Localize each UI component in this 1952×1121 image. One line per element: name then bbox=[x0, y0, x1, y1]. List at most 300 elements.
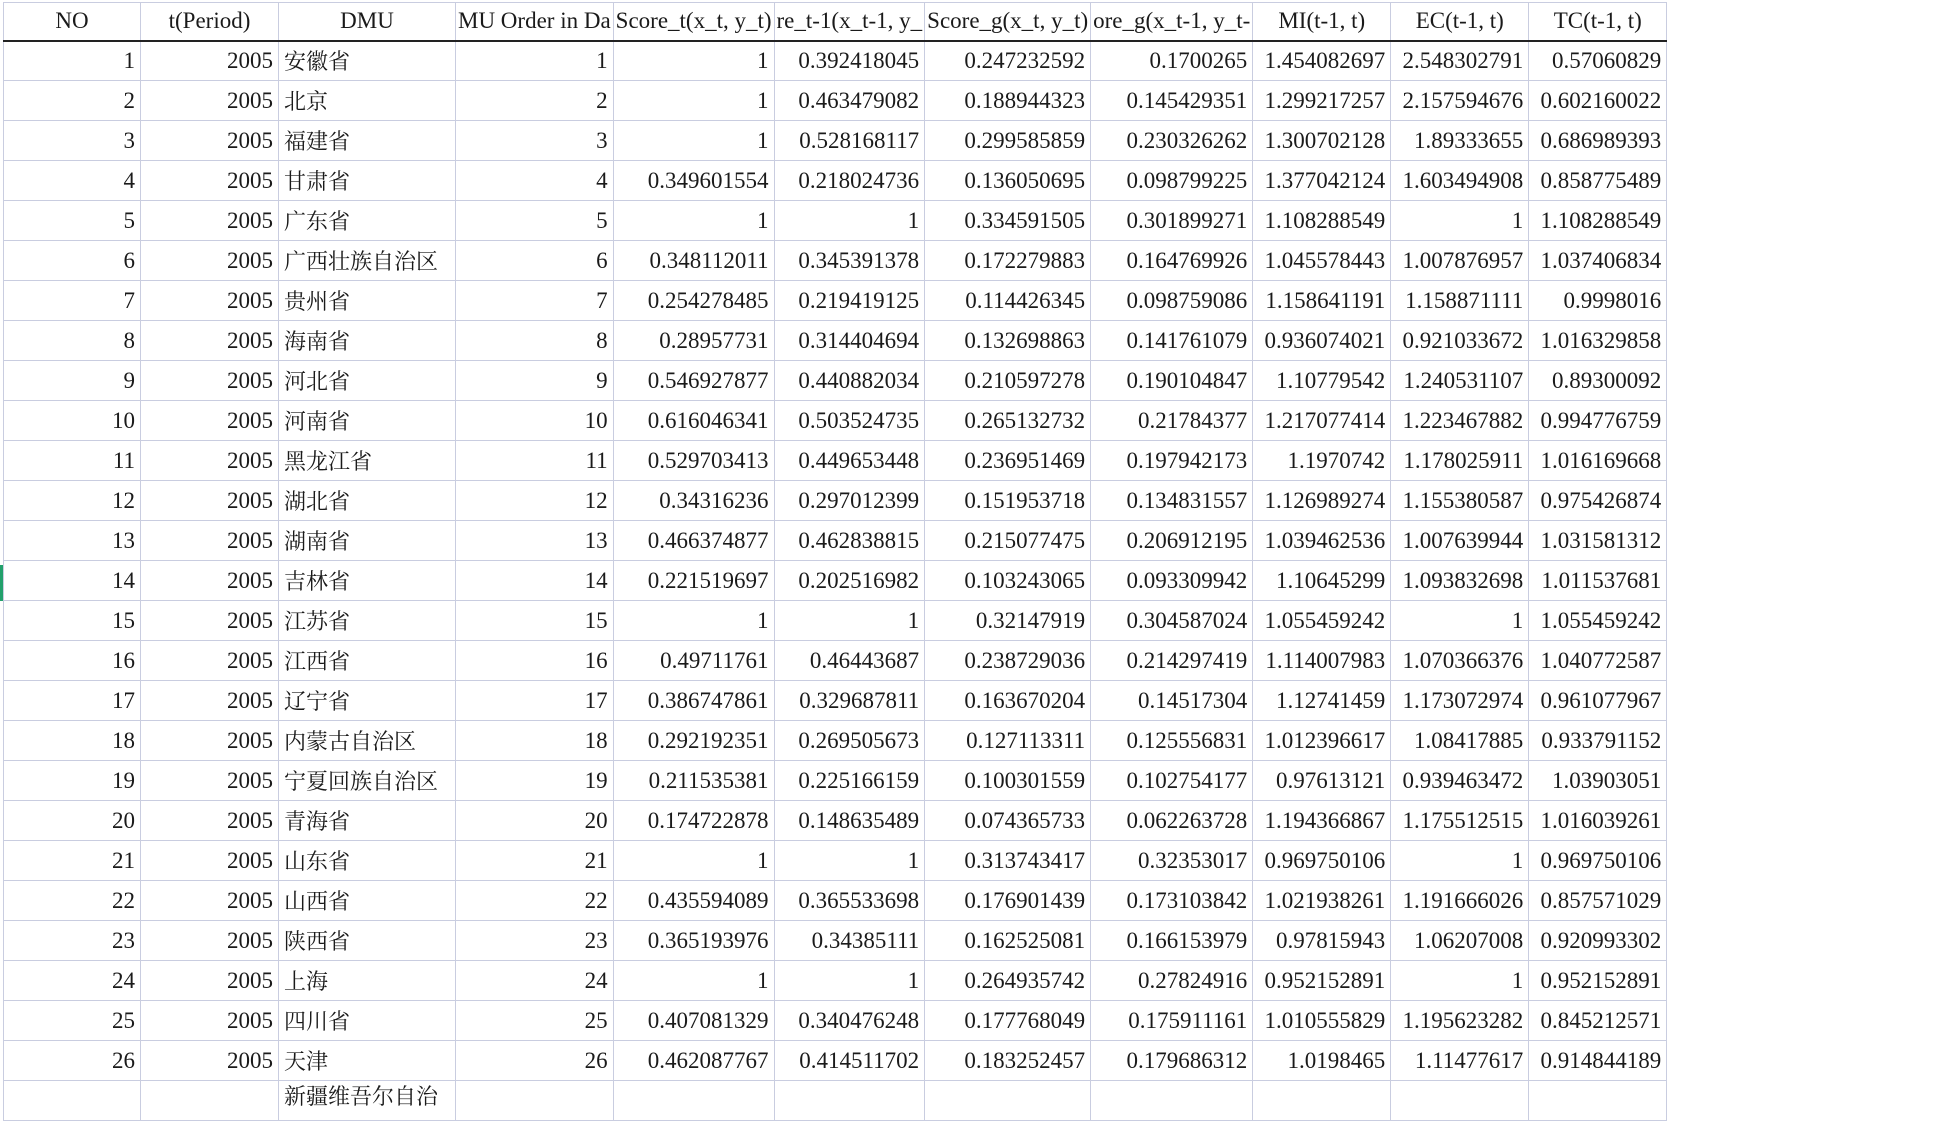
cell-dmu-order[interactable]: 21 bbox=[456, 841, 614, 881]
cell-no[interactable]: 12 bbox=[4, 481, 141, 521]
cell-dmu[interactable]: 内蒙古自治区 bbox=[279, 721, 456, 761]
cell-no[interactable]: 18 bbox=[4, 721, 141, 761]
cell-score-g[interactable]: 0.313743417 bbox=[925, 841, 1091, 881]
cell-dmu-order[interactable]: 7 bbox=[456, 281, 614, 321]
column-header-tc[interactable]: TC(t-1, t) bbox=[1529, 3, 1667, 41]
cell-no[interactable]: 19 bbox=[4, 761, 141, 801]
cell-no[interactable]: 14 bbox=[4, 561, 141, 601]
cell-tc[interactable]: 0.994776759 bbox=[1529, 401, 1667, 441]
cell-dmu-order[interactable]: 26 bbox=[456, 1041, 614, 1081]
cell-dmu[interactable]: 陕西省 bbox=[279, 921, 456, 961]
cell-ec[interactable] bbox=[1391, 1081, 1529, 1121]
cell-score-t-1[interactable]: 0.440882034 bbox=[774, 361, 925, 401]
cell-period[interactable]: 2005 bbox=[141, 281, 279, 321]
cell-tc[interactable]: 0.975426874 bbox=[1529, 481, 1667, 521]
cell-dmu[interactable]: 四川省 bbox=[279, 1001, 456, 1041]
cell-mi[interactable]: 1.010555829 bbox=[1253, 1001, 1391, 1041]
cell-score-t[interactable]: 0.407081329 bbox=[613, 1001, 774, 1041]
cell-score-t[interactable]: 0.349601554 bbox=[613, 161, 774, 201]
cell-tc[interactable]: 0.961077967 bbox=[1529, 681, 1667, 721]
cell-score-t[interactable]: 1 bbox=[613, 121, 774, 161]
cell-dmu-order[interactable]: 12 bbox=[456, 481, 614, 521]
cell-mi[interactable]: 1.126989274 bbox=[1253, 481, 1391, 521]
cell-mi[interactable]: 1.299217257 bbox=[1253, 81, 1391, 121]
column-header-period[interactable]: t(Period) bbox=[141, 3, 279, 41]
cell-tc[interactable]: 1.011537681 bbox=[1529, 561, 1667, 601]
cell-period[interactable]: 2005 bbox=[141, 721, 279, 761]
cell-period[interactable]: 2005 bbox=[141, 1001, 279, 1041]
cell-mi[interactable]: 1.377042124 bbox=[1253, 161, 1391, 201]
cell-score-g[interactable]: 0.32147919 bbox=[925, 601, 1091, 641]
cell-dmu[interactable]: 河北省 bbox=[279, 361, 456, 401]
cell-score-g[interactable]: 0.103243065 bbox=[925, 561, 1091, 601]
cell-score-t[interactable]: 0.34316236 bbox=[613, 481, 774, 521]
cell-ec[interactable]: 1.158871111 bbox=[1391, 281, 1529, 321]
cell-dmu-order[interactable]: 8 bbox=[456, 321, 614, 361]
cell-score-t[interactable]: 1 bbox=[613, 601, 774, 641]
cell-score-t[interactable]: 0.292192351 bbox=[613, 721, 774, 761]
cell-period[interactable]: 2005 bbox=[141, 841, 279, 881]
cell-tc[interactable]: 0.602160022 bbox=[1529, 81, 1667, 121]
cell-period[interactable]: 2005 bbox=[141, 321, 279, 361]
cell-mi[interactable]: 0.97613121 bbox=[1253, 761, 1391, 801]
cell-tc[interactable]: 0.57060829 bbox=[1529, 41, 1667, 81]
cell-score-t-1[interactable]: 0.414511702 bbox=[774, 1041, 925, 1081]
cell-no[interactable]: 4 bbox=[4, 161, 141, 201]
cell-score-g[interactable]: 0.132698863 bbox=[925, 321, 1091, 361]
cell-tc[interactable] bbox=[1529, 1081, 1667, 1121]
cell-mi[interactable]: 1.012396617 bbox=[1253, 721, 1391, 761]
cell-dmu-order[interactable]: 6 bbox=[456, 241, 614, 281]
cell-mi[interactable]: 1.10645299 bbox=[1253, 561, 1391, 601]
cell-no[interactable] bbox=[4, 1081, 141, 1121]
cell-score-t-1[interactable]: 0.340476248 bbox=[774, 1001, 925, 1041]
cell-dmu-order[interactable]: 19 bbox=[456, 761, 614, 801]
cell-ec[interactable]: 1.08417885 bbox=[1391, 721, 1529, 761]
cell-dmu[interactable]: 湖南省 bbox=[279, 521, 456, 561]
cell-tc[interactable]: 1.055459242 bbox=[1529, 601, 1667, 641]
cell-ec[interactable]: 0.921033672 bbox=[1391, 321, 1529, 361]
cell-period[interactable]: 2005 bbox=[141, 241, 279, 281]
cell-mi[interactable]: 1.039462536 bbox=[1253, 521, 1391, 561]
cell-dmu[interactable]: 福建省 bbox=[279, 121, 456, 161]
cell-period[interactable]: 2005 bbox=[141, 1041, 279, 1081]
cell-score-t-1[interactable]: 0.392418045 bbox=[774, 41, 925, 81]
cell-mi[interactable]: 0.97815943 bbox=[1253, 921, 1391, 961]
cell-no[interactable]: 25 bbox=[4, 1001, 141, 1041]
cell-no[interactable]: 24 bbox=[4, 961, 141, 1001]
cell-ec[interactable]: 1.178025911 bbox=[1391, 441, 1529, 481]
cell-ec[interactable]: 1 bbox=[1391, 201, 1529, 241]
cell-score-t-1[interactable] bbox=[774, 1081, 925, 1121]
cell-no[interactable]: 6 bbox=[4, 241, 141, 281]
cell-mi[interactable]: 0.952152891 bbox=[1253, 961, 1391, 1001]
cell-score-t[interactable]: 1 bbox=[613, 961, 774, 1001]
cell-score-g[interactable]: 0.136050695 bbox=[925, 161, 1091, 201]
cell-score-t[interactable]: 1 bbox=[613, 841, 774, 881]
cell-period[interactable]: 2005 bbox=[141, 921, 279, 961]
cell-dmu-order[interactable]: 9 bbox=[456, 361, 614, 401]
cell-period[interactable]: 2005 bbox=[141, 81, 279, 121]
cell-ec[interactable]: 1 bbox=[1391, 961, 1529, 1001]
cell-mi[interactable]: 1.454082697 bbox=[1253, 41, 1391, 81]
cell-no[interactable]: 15 bbox=[4, 601, 141, 641]
cell-score-g-prev[interactable]: 0.098759086 bbox=[1091, 281, 1253, 321]
cell-score-t[interactable]: 1 bbox=[613, 201, 774, 241]
cell-score-t[interactable]: 0.616046341 bbox=[613, 401, 774, 441]
cell-ec[interactable]: 1.89333655 bbox=[1391, 121, 1529, 161]
cell-score-t[interactable]: 1 bbox=[613, 41, 774, 81]
cell-mi[interactable]: 0.936074021 bbox=[1253, 321, 1391, 361]
column-header-ec[interactable]: EC(t-1, t) bbox=[1391, 3, 1529, 41]
cell-score-t-1[interactable]: 0.269505673 bbox=[774, 721, 925, 761]
cell-score-g-prev[interactable]: 0.062263728 bbox=[1091, 801, 1253, 841]
cell-mi[interactable]: 1.114007983 bbox=[1253, 641, 1391, 681]
cell-period[interactable]: 2005 bbox=[141, 361, 279, 401]
cell-score-g[interactable] bbox=[925, 1081, 1091, 1121]
cell-dmu[interactable]: 安徽省 bbox=[279, 41, 456, 81]
cell-score-g-prev[interactable]: 0.102754177 bbox=[1091, 761, 1253, 801]
cell-dmu-order[interactable]: 23 bbox=[456, 921, 614, 961]
cell-dmu[interactable]: 山东省 bbox=[279, 841, 456, 881]
cell-score-g-prev[interactable]: 0.175911161 bbox=[1091, 1001, 1253, 1041]
cell-tc[interactable]: 0.9998016 bbox=[1529, 281, 1667, 321]
cell-score-g-prev[interactable]: 0.301899271 bbox=[1091, 201, 1253, 241]
cell-score-g-prev[interactable]: 0.145429351 bbox=[1091, 81, 1253, 121]
cell-score-t-1[interactable]: 0.46443687 bbox=[774, 641, 925, 681]
cell-score-g-prev[interactable] bbox=[1091, 1081, 1253, 1121]
cell-period[interactable]: 2005 bbox=[141, 961, 279, 1001]
cell-score-g[interactable]: 0.172279883 bbox=[925, 241, 1091, 281]
cell-score-t[interactable]: 0.435594089 bbox=[613, 881, 774, 921]
cell-dmu-order[interactable]: 16 bbox=[456, 641, 614, 681]
cell-score-t[interactable]: 0.348112011 bbox=[613, 241, 774, 281]
cell-mi[interactable]: 1.021938261 bbox=[1253, 881, 1391, 921]
cell-ec[interactable]: 1.007876957 bbox=[1391, 241, 1529, 281]
cell-dmu[interactable]: 上海 bbox=[279, 961, 456, 1001]
cell-dmu-order[interactable]: 10 bbox=[456, 401, 614, 441]
cell-period[interactable]: 2005 bbox=[141, 561, 279, 601]
cell-ec[interactable]: 1 bbox=[1391, 601, 1529, 641]
cell-score-t[interactable]: 0.365193976 bbox=[613, 921, 774, 961]
cell-dmu-order[interactable]: 13 bbox=[456, 521, 614, 561]
cell-period[interactable]: 2005 bbox=[141, 761, 279, 801]
cell-score-g[interactable]: 0.176901439 bbox=[925, 881, 1091, 921]
cell-score-t-1[interactable]: 0.345391378 bbox=[774, 241, 925, 281]
cell-score-t-1[interactable]: 0.202516982 bbox=[774, 561, 925, 601]
cell-score-g[interactable]: 0.238729036 bbox=[925, 641, 1091, 681]
cell-score-g-prev[interactable]: 0.134831557 bbox=[1091, 481, 1253, 521]
cell-period[interactable]: 2005 bbox=[141, 401, 279, 441]
column-header-mi[interactable]: MI(t-1, t) bbox=[1253, 3, 1391, 41]
cell-dmu-order[interactable]: 2 bbox=[456, 81, 614, 121]
cell-mi[interactable]: 1.045578443 bbox=[1253, 241, 1391, 281]
cell-ec[interactable]: 1 bbox=[1391, 841, 1529, 881]
cell-ec[interactable]: 1.06207008 bbox=[1391, 921, 1529, 961]
cell-ec[interactable]: 1.195623282 bbox=[1391, 1001, 1529, 1041]
cell-ec[interactable]: 1.603494908 bbox=[1391, 161, 1529, 201]
cell-tc[interactable]: 0.952152891 bbox=[1529, 961, 1667, 1001]
cell-score-g[interactable]: 0.236951469 bbox=[925, 441, 1091, 481]
cell-tc[interactable]: 0.857571029 bbox=[1529, 881, 1667, 921]
cell-ec[interactable]: 1.070366376 bbox=[1391, 641, 1529, 681]
cell-ec[interactable]: 1.223467882 bbox=[1391, 401, 1529, 441]
cell-dmu[interactable]: 北京 bbox=[279, 81, 456, 121]
cell-score-g-prev[interactable]: 0.179686312 bbox=[1091, 1041, 1253, 1081]
cell-score-g[interactable]: 0.183252457 bbox=[925, 1041, 1091, 1081]
cell-score-t-1[interactable]: 0.314404694 bbox=[774, 321, 925, 361]
cell-period[interactable]: 2005 bbox=[141, 121, 279, 161]
cell-period[interactable]: 2005 bbox=[141, 201, 279, 241]
cell-period[interactable]: 2005 bbox=[141, 481, 279, 521]
column-header-dmu-order[interactable]: MU Order in Da bbox=[456, 3, 614, 41]
cell-score-g-prev[interactable]: 0.32353017 bbox=[1091, 841, 1253, 881]
cell-score-t[interactable]: 0.529703413 bbox=[613, 441, 774, 481]
cell-mi[interactable]: 1.0198465 bbox=[1253, 1041, 1391, 1081]
cell-score-t[interactable]: 0.466374877 bbox=[613, 521, 774, 561]
cell-no[interactable]: 8 bbox=[4, 321, 141, 361]
cell-score-g[interactable]: 0.127113311 bbox=[925, 721, 1091, 761]
cell-score-g[interactable]: 0.265132732 bbox=[925, 401, 1091, 441]
column-header-score-g-prev[interactable]: ore_g(x_t-1, y_t- bbox=[1091, 3, 1253, 41]
cell-tc[interactable]: 1.016169668 bbox=[1529, 441, 1667, 481]
cell-score-g-prev[interactable]: 0.1700265 bbox=[1091, 41, 1253, 81]
cell-mi[interactable]: 1.158641191 bbox=[1253, 281, 1391, 321]
cell-tc[interactable]: 0.858775489 bbox=[1529, 161, 1667, 201]
cell-mi[interactable]: 1.10779542 bbox=[1253, 361, 1391, 401]
cell-dmu[interactable]: 河南省 bbox=[279, 401, 456, 441]
cell-score-t-1[interactable]: 1 bbox=[774, 961, 925, 1001]
cell-score-t-1[interactable]: 0.225166159 bbox=[774, 761, 925, 801]
cell-score-t-1[interactable]: 1 bbox=[774, 841, 925, 881]
cell-score-g-prev[interactable]: 0.230326262 bbox=[1091, 121, 1253, 161]
cell-score-g[interactable]: 0.334591505 bbox=[925, 201, 1091, 241]
column-header-dmu[interactable]: DMU bbox=[279, 3, 456, 41]
cell-score-g-prev[interactable]: 0.206912195 bbox=[1091, 521, 1253, 561]
cell-score-t-1[interactable]: 0.463479082 bbox=[774, 81, 925, 121]
cell-score-g[interactable]: 0.163670204 bbox=[925, 681, 1091, 721]
cell-dmu[interactable]: 江西省 bbox=[279, 641, 456, 681]
cell-score-g[interactable]: 0.210597278 bbox=[925, 361, 1091, 401]
cell-tc[interactable]: 0.933791152 bbox=[1529, 721, 1667, 761]
cell-dmu[interactable]: 青海省 bbox=[279, 801, 456, 841]
cell-no[interactable]: 17 bbox=[4, 681, 141, 721]
cell-dmu[interactable]: 黑龙江省 bbox=[279, 441, 456, 481]
cell-period[interactable]: 2005 bbox=[141, 681, 279, 721]
cell-score-t-1[interactable]: 0.218024736 bbox=[774, 161, 925, 201]
cell-score-g[interactable]: 0.100301559 bbox=[925, 761, 1091, 801]
cell-score-t-1[interactable]: 0.503524735 bbox=[774, 401, 925, 441]
cell-period[interactable]: 2005 bbox=[141, 441, 279, 481]
cell-no[interactable]: 20 bbox=[4, 801, 141, 841]
cell-no[interactable]: 7 bbox=[4, 281, 141, 321]
cell-tc[interactable]: 1.016039261 bbox=[1529, 801, 1667, 841]
column-header-score-g[interactable]: Score_g(x_t, y_t) bbox=[925, 3, 1091, 41]
cell-tc[interactable]: 1.037406834 bbox=[1529, 241, 1667, 281]
cell-score-t[interactable]: 0.174722878 bbox=[613, 801, 774, 841]
column-header-no[interactable]: NO bbox=[4, 3, 141, 41]
cell-score-t-1[interactable]: 0.329687811 bbox=[774, 681, 925, 721]
cell-dmu[interactable]: 广东省 bbox=[279, 201, 456, 241]
cell-score-t[interactable]: 0.28957731 bbox=[613, 321, 774, 361]
cell-score-t[interactable]: 0.254278485 bbox=[613, 281, 774, 321]
cell-ec[interactable]: 1.240531107 bbox=[1391, 361, 1529, 401]
cell-dmu[interactable]: 湖北省 bbox=[279, 481, 456, 521]
cell-dmu-order[interactable]: 11 bbox=[456, 441, 614, 481]
cell-score-t-1[interactable]: 0.297012399 bbox=[774, 481, 925, 521]
column-header-score-t[interactable]: Score_t(x_t, y_t) bbox=[613, 3, 774, 41]
cell-dmu[interactable]: 甘肃省 bbox=[279, 161, 456, 201]
cell-mi[interactable]: 1.12741459 bbox=[1253, 681, 1391, 721]
cell-no[interactable]: 10 bbox=[4, 401, 141, 441]
cell-mi[interactable]: 1.217077414 bbox=[1253, 401, 1391, 441]
cell-dmu-order[interactable]: 20 bbox=[456, 801, 614, 841]
cell-tc[interactable]: 1.016329858 bbox=[1529, 321, 1667, 361]
cell-no[interactable]: 21 bbox=[4, 841, 141, 881]
cell-score-g[interactable]: 0.188944323 bbox=[925, 81, 1091, 121]
cell-dmu-order[interactable] bbox=[456, 1081, 614, 1121]
cell-score-t[interactable]: 1 bbox=[613, 81, 774, 121]
cell-ec[interactable]: 1.11477617 bbox=[1391, 1041, 1529, 1081]
cell-score-t-1[interactable]: 0.449653448 bbox=[774, 441, 925, 481]
cell-tc[interactable]: 0.845212571 bbox=[1529, 1001, 1667, 1041]
cell-dmu[interactable]: 山西省 bbox=[279, 881, 456, 921]
cell-score-g-prev[interactable]: 0.304587024 bbox=[1091, 601, 1253, 641]
cell-dmu-order[interactable]: 25 bbox=[456, 1001, 614, 1041]
cell-mi[interactable]: 1.108288549 bbox=[1253, 201, 1391, 241]
cell-no[interactable]: 5 bbox=[4, 201, 141, 241]
cell-ec[interactable]: 1.191666026 bbox=[1391, 881, 1529, 921]
cell-score-t-1[interactable]: 0.462838815 bbox=[774, 521, 925, 561]
cell-no[interactable]: 11 bbox=[4, 441, 141, 481]
cell-period[interactable] bbox=[141, 1081, 279, 1121]
cell-score-t[interactable]: 0.49711761 bbox=[613, 641, 774, 681]
cell-score-t[interactable] bbox=[613, 1081, 774, 1121]
cell-no[interactable]: 26 bbox=[4, 1041, 141, 1081]
cell-ec[interactable]: 2.548302791 bbox=[1391, 41, 1529, 81]
cell-score-g-prev[interactable]: 0.27824916 bbox=[1091, 961, 1253, 1001]
cell-period[interactable]: 2005 bbox=[141, 41, 279, 81]
cell-period[interactable]: 2005 bbox=[141, 801, 279, 841]
cell-score-g[interactable]: 0.114426345 bbox=[925, 281, 1091, 321]
cell-ec[interactable]: 1.007639944 bbox=[1391, 521, 1529, 561]
cell-dmu[interactable]: 贵州省 bbox=[279, 281, 456, 321]
cell-dmu[interactable]: 天津 bbox=[279, 1041, 456, 1081]
cell-dmu[interactable]: 宁夏回族自治区 bbox=[279, 761, 456, 801]
cell-score-t-1[interactable]: 0.365533698 bbox=[774, 881, 925, 921]
cell-score-t-1[interactable]: 1 bbox=[774, 601, 925, 641]
cell-score-g-prev[interactable]: 0.214297419 bbox=[1091, 641, 1253, 681]
cell-ec[interactable]: 0.939463472 bbox=[1391, 761, 1529, 801]
cell-tc[interactable]: 1.040772587 bbox=[1529, 641, 1667, 681]
cell-dmu[interactable]: 海南省 bbox=[279, 321, 456, 361]
cell-dmu[interactable]: 辽宁省 bbox=[279, 681, 456, 721]
cell-tc[interactable]: 1.031581312 bbox=[1529, 521, 1667, 561]
cell-score-t-1[interactable]: 0.528168117 bbox=[774, 121, 925, 161]
cell-score-t[interactable]: 0.211535381 bbox=[613, 761, 774, 801]
cell-mi[interactable]: 1.194366867 bbox=[1253, 801, 1391, 841]
cell-no[interactable]: 13 bbox=[4, 521, 141, 561]
cell-score-g-prev[interactable]: 0.21784377 bbox=[1091, 401, 1253, 441]
cell-dmu-order[interactable]: 18 bbox=[456, 721, 614, 761]
cell-ec[interactable]: 1.093832698 bbox=[1391, 561, 1529, 601]
cell-dmu[interactable]: 新疆维吾尔自治 bbox=[279, 1081, 456, 1121]
cell-tc[interactable]: 0.89300092 bbox=[1529, 361, 1667, 401]
cell-period[interactable]: 2005 bbox=[141, 601, 279, 641]
cell-mi[interactable]: 0.969750106 bbox=[1253, 841, 1391, 881]
cell-period[interactable]: 2005 bbox=[141, 521, 279, 561]
cell-tc[interactable]: 0.969750106 bbox=[1529, 841, 1667, 881]
cell-score-g-prev[interactable]: 0.190104847 bbox=[1091, 361, 1253, 401]
cell-tc[interactable]: 0.914844189 bbox=[1529, 1041, 1667, 1081]
cell-dmu[interactable]: 广西壮族自治区 bbox=[279, 241, 456, 281]
cell-tc[interactable]: 1.03903051 bbox=[1529, 761, 1667, 801]
cell-tc[interactable]: 1.108288549 bbox=[1529, 201, 1667, 241]
cell-dmu-order[interactable]: 3 bbox=[456, 121, 614, 161]
cell-dmu-order[interactable]: 22 bbox=[456, 881, 614, 921]
cell-score-g-prev[interactable]: 0.093309942 bbox=[1091, 561, 1253, 601]
cell-score-g-prev[interactable]: 0.125556831 bbox=[1091, 721, 1253, 761]
cell-dmu-order[interactable]: 1 bbox=[456, 41, 614, 81]
cell-dmu-order[interactable]: 15 bbox=[456, 601, 614, 641]
cell-ec[interactable]: 1.155380587 bbox=[1391, 481, 1529, 521]
cell-tc[interactable]: 0.686989393 bbox=[1529, 121, 1667, 161]
cell-score-g-prev[interactable]: 0.173103842 bbox=[1091, 881, 1253, 921]
cell-mi[interactable]: 1.055459242 bbox=[1253, 601, 1391, 641]
cell-score-g[interactable]: 0.247232592 bbox=[925, 41, 1091, 81]
cell-score-g[interactable]: 0.215077475 bbox=[925, 521, 1091, 561]
cell-score-g[interactable]: 0.074365733 bbox=[925, 801, 1091, 841]
cell-score-t-1[interactable]: 0.34385111 bbox=[774, 921, 925, 961]
cell-score-t-1[interactable]: 0.219419125 bbox=[774, 281, 925, 321]
cell-no[interactable]: 23 bbox=[4, 921, 141, 961]
cell-score-g-prev[interactable]: 0.164769926 bbox=[1091, 241, 1253, 281]
cell-score-t[interactable]: 0.546927877 bbox=[613, 361, 774, 401]
cell-no[interactable]: 2 bbox=[4, 81, 141, 121]
cell-no[interactable]: 1 bbox=[4, 41, 141, 81]
cell-dmu-order[interactable]: 17 bbox=[456, 681, 614, 721]
cell-score-g-prev[interactable]: 0.166153979 bbox=[1091, 921, 1253, 961]
cell-period[interactable]: 2005 bbox=[141, 881, 279, 921]
cell-score-t-1[interactable]: 0.148635489 bbox=[774, 801, 925, 841]
cell-dmu[interactable]: 江苏省 bbox=[279, 601, 456, 641]
cell-no[interactable]: 16 bbox=[4, 641, 141, 681]
cell-period[interactable]: 2005 bbox=[141, 641, 279, 681]
cell-ec[interactable]: 1.173072974 bbox=[1391, 681, 1529, 721]
cell-score-g-prev[interactable]: 0.197942173 bbox=[1091, 441, 1253, 481]
cell-score-t[interactable]: 0.462087767 bbox=[613, 1041, 774, 1081]
cell-mi[interactable]: 1.300702128 bbox=[1253, 121, 1391, 161]
cell-mi[interactable] bbox=[1253, 1081, 1391, 1121]
column-header-score-t-1[interactable]: re_t-1(x_t-1, y_ bbox=[774, 3, 925, 41]
cell-dmu-order[interactable]: 4 bbox=[456, 161, 614, 201]
cell-score-t[interactable]: 0.386747861 bbox=[613, 681, 774, 721]
cell-score-t[interactable]: 0.221519697 bbox=[613, 561, 774, 601]
cell-score-g[interactable]: 0.299585859 bbox=[925, 121, 1091, 161]
cell-score-g-prev[interactable]: 0.141761079 bbox=[1091, 321, 1253, 361]
cell-score-g[interactable]: 0.151953718 bbox=[925, 481, 1091, 521]
cell-no[interactable]: 22 bbox=[4, 881, 141, 921]
cell-no[interactable]: 9 bbox=[4, 361, 141, 401]
cell-score-t-1[interactable]: 1 bbox=[774, 201, 925, 241]
cell-score-g[interactable]: 0.162525081 bbox=[925, 921, 1091, 961]
cell-tc[interactable]: 0.920993302 bbox=[1529, 921, 1667, 961]
cell-score-g[interactable]: 0.177768049 bbox=[925, 1001, 1091, 1041]
cell-mi[interactable]: 1.1970742 bbox=[1253, 441, 1391, 481]
cell-dmu-order[interactable]: 5 bbox=[456, 201, 614, 241]
cell-dmu[interactable]: 吉林省 bbox=[279, 561, 456, 601]
cell-score-g-prev[interactable]: 0.098799225 bbox=[1091, 161, 1253, 201]
